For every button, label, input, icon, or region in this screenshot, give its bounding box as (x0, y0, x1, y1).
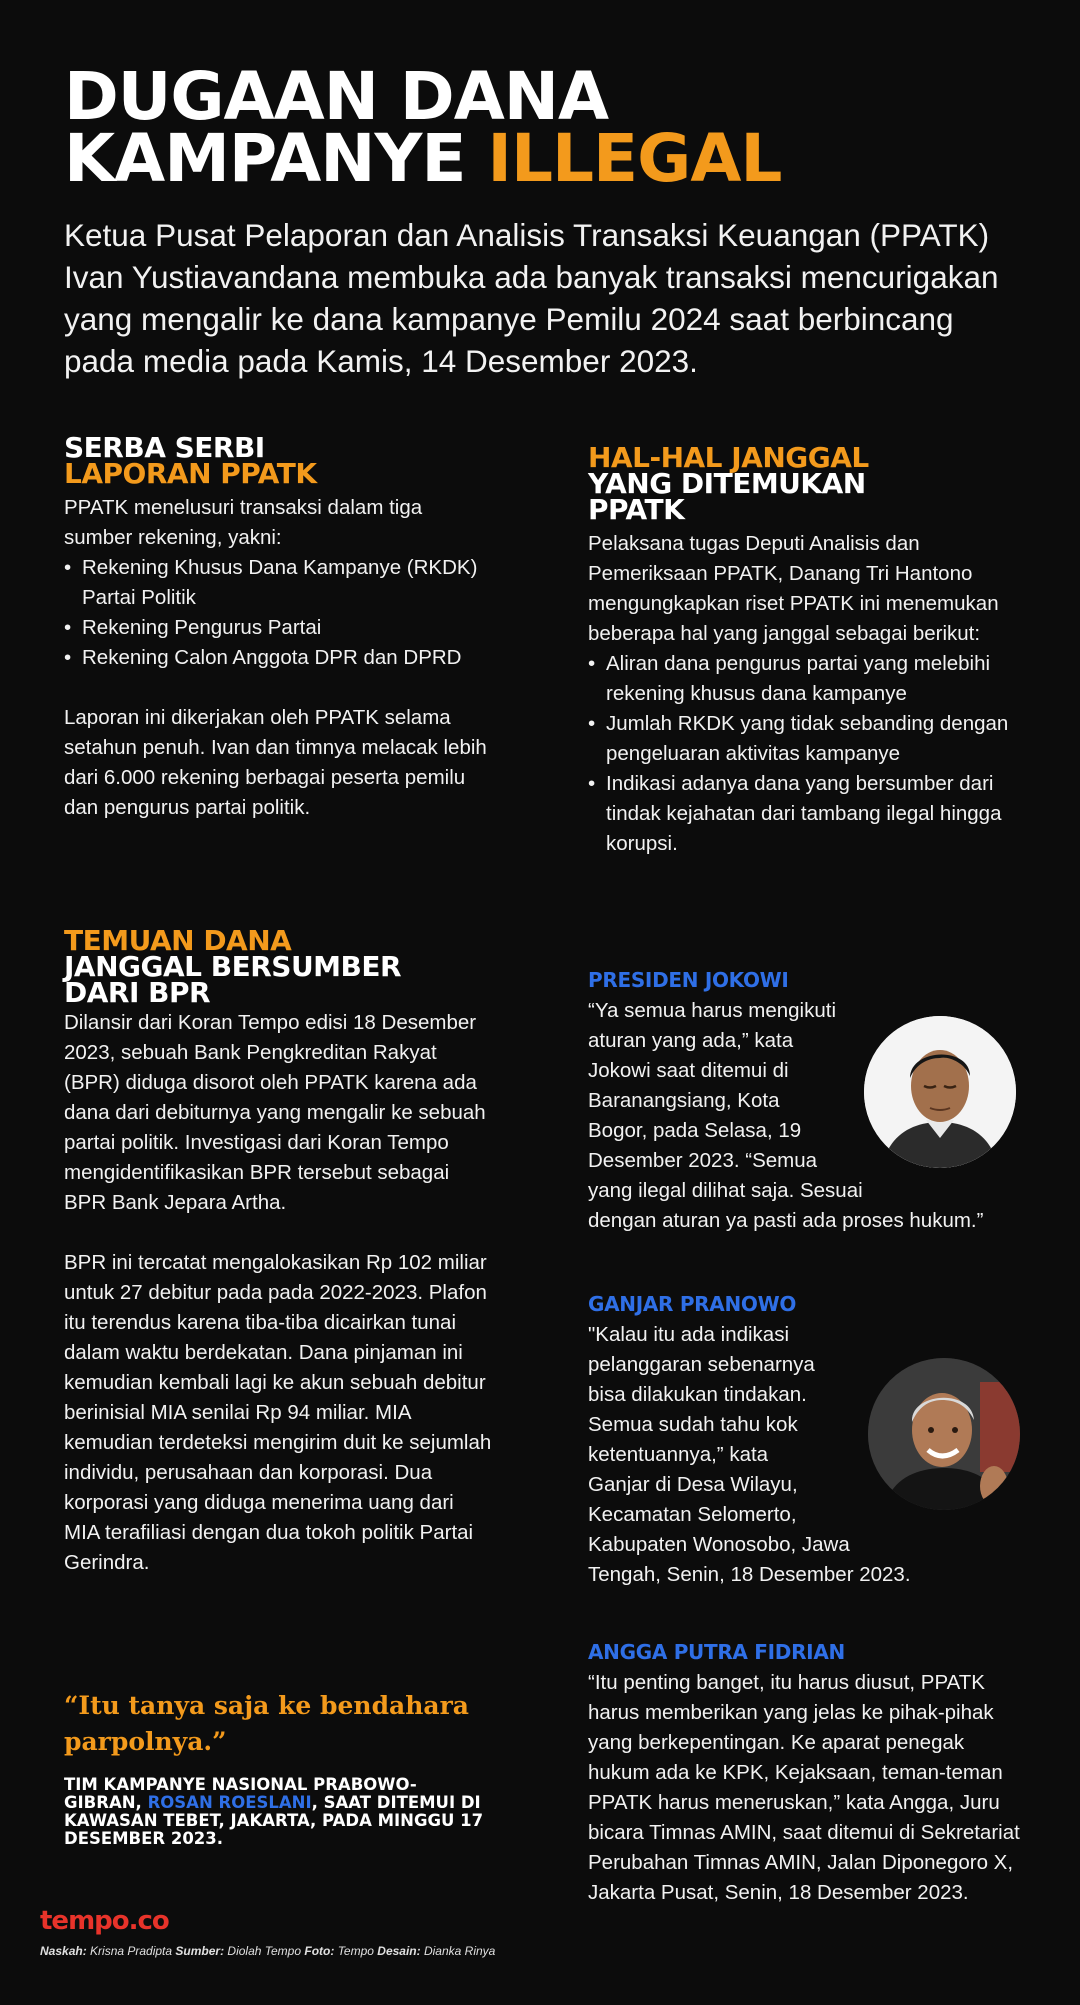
credit-value: Tempo (334, 1944, 378, 1958)
heading-line-accent: TEMUAN DANA (64, 924, 292, 957)
quote-line: Kecamatan Selomerto, (588, 1503, 797, 1526)
attribution-name: ROSAN ROESLANI (147, 1793, 312, 1812)
jokowi-portrait (864, 1016, 1016, 1168)
intro-paragraph: Ketua Pusat Pelaporan dan Analisis Transaksi Keuangan (PPATK) Ivan Yustiavandana membuka ada banyak transaksi mencurigakan yang mengalir ke dana kampanye Pemilu 2024 saat berbincang pada media pada Kamis, 14 Desember 2023. (64, 217, 999, 379)
page-title (64, 58, 782, 197)
quote-line: dengan aturan ya pasti ada proses hukum.” (588, 1209, 984, 1232)
janggal-list (588, 649, 1028, 859)
footer-credits (40, 1944, 495, 1958)
quote-line: “Ya semua harus mengikuti (588, 999, 837, 1022)
heading-line: PPATK (588, 493, 685, 526)
quote-line: aturan yang ada,” kata (588, 1029, 794, 1052)
serba-serbi-heading (64, 431, 494, 490)
temuan-section (64, 924, 494, 1578)
quote-line: Baranangsiang, Kota (588, 1089, 780, 1112)
temuan-heading (64, 924, 494, 1009)
list-item: • Jumlah RKDK yang tidak sebanding dengan pengeluaran aktivitas kampanye (588, 709, 1028, 769)
heading-line-accent: HAL-HAL JANGGAL (588, 441, 869, 474)
quote-line: ketentuannya,” kata (588, 1443, 769, 1466)
jokowi-portrait-image (864, 1016, 1016, 1168)
title-line1: DUGAAN DANA (64, 58, 609, 135)
title-line2a: KAMPANYE (64, 120, 488, 197)
credit-label: Naskah: (40, 1944, 87, 1958)
quote-line: Kabupaten Wonosobo, Jawa (588, 1533, 850, 1556)
heading-line-accent: LAPORAN PPATK (64, 457, 317, 490)
quote-line: pelanggaran sebenarnya (588, 1353, 815, 1376)
credit-label: Desain: (377, 1944, 421, 1958)
tkn-quote: “Itu tanya saja ke bendahara parpolnya.” (64, 1691, 469, 1756)
credit-label: Sumber: (175, 1944, 225, 1958)
angga-quote: “Itu penting banget, itu harus diusut, PPATK harus memberikan yang jelas ke pihak-pihak yang berkepentingan. Ke aparat penegak hukum ada ke KPK, Kejaksaan, teman-teman PPATK harus meneruskan,” kata Angga, Juru bicara Timnas AMIN, saat ditemui di Sekretariat Perubahan Timnas AMIN, Jalan Diponegoro X, Jakarta Pusat, Senin, 18 Desember 2023. (588, 1671, 1020, 1904)
quote-line: "Kalau itu ada indikasi (588, 1323, 790, 1346)
janggal-heading (588, 441, 1028, 526)
serba-serbi-section (64, 431, 494, 823)
credit-value: Diolah Tempo (224, 1944, 305, 1958)
heading-line: YANG DITEMUKAN (588, 467, 866, 500)
quote-line: yang ilegal dilihat saja. Sesuai (588, 1179, 863, 1202)
janggal-lead: Pelaksana tugas Deputi Analisis dan Pemeriksaan PPATK, Danang Tri Hantono mengungkapkan riset PPATK ini menemukan beberapa hal yang janggal sebagai berikut: (588, 532, 999, 645)
serba-serbi-lead: PPATK menelusuri transaksi dalam tiga sumber rekening, yakni: (64, 496, 423, 549)
list-item: • Rekening Calon Anggota DPR dan DPRD (64, 643, 494, 673)
quote-line: Semua sudah tahu kok (588, 1413, 798, 1436)
serba-serbi-paragraph: Laporan ini dikerjakan oleh PPATK selama setahun penuh. Ivan dan timnya melacak lebih dari 6.000 rekening berbagai peserta pemilu dan pengurus partai politik. (64, 706, 487, 819)
temuan-paragraph-1: Dilansir dari Koran Tempo edisi 18 Desember 2023, sebuah Bank Pengkreditan Rakyat (BPR) diduga disorot oleh PPATK karena ada dana dari debiturnya yang mengalir ke sebuah partai politik. Investigasi dari Koran Tempo mengidentifikasikan BPR tersebut sebagai BPR Bank Jepara Artha. (64, 1011, 486, 1214)
ganjar-name: GANJAR PRANOWO (588, 1292, 797, 1316)
angga-name: ANGGA PUTRA FIDRIAN (588, 1640, 845, 1664)
angga-quote-section (588, 1640, 1028, 1908)
credit-value: Krisna Pradipta (86, 1944, 176, 1958)
quote-line: bisa dilakukan tindakan. (588, 1383, 807, 1406)
quote-line: Desember 2023. “Semua (588, 1149, 818, 1172)
credit-value: Dianka Rinya (420, 1944, 496, 1958)
tkn-quote-section (64, 1688, 494, 1848)
ganjar-portrait-image (868, 1358, 1020, 1510)
list-item: • Aliran dana pengurus partai yang melebihi rekening khusus dana kampanye (588, 649, 1028, 709)
heading-line: DARI BPR (64, 976, 211, 1009)
heading-line: SERBA SERBI (64, 431, 265, 464)
credit-label: Foto: (304, 1944, 335, 1958)
tempo-logo: tempo.co (40, 1906, 169, 1936)
ganjar-portrait (868, 1358, 1020, 1510)
list-item: • Indikasi adanya dana yang bersumber dari tindak kejahatan dari tambang ilegal hingga korupsi. (588, 769, 1028, 859)
temuan-paragraph-2: BPR ini tercatat mengalokasikan Rp 102 miliar untuk 27 debitur pada pada 2022-2023. Plafon itu terendus karena tiba-tiba dicairkan tunai dalam waktu berdekatan. Dana pinjaman ini kemudian kembali lagi ke akun sebuah debitur berinisial MIA senilai Rp 94 miliar. MIA kemudian terdeteksi mengirim duit ke sejumlah individu, perusahaan dan korporasi. Dua korporasi yang diduga menerima uang dari MIA terafiliasi dengan dua tokoh politik Partai Gerindra. (64, 1251, 492, 1574)
tkn-quote-attribution (64, 1776, 494, 1848)
title-highlight: ILLEGAL (487, 120, 782, 197)
list-item: • Rekening Pengurus Partai (64, 613, 494, 643)
rekening-list (64, 553, 494, 673)
jokowi-name: PRESIDEN JOKOWI (588, 968, 789, 992)
quote-line: Tengah, Senin, 18 Desember 2023. (588, 1563, 911, 1586)
quote-line: Ganjar di Desa Wilayu, (588, 1473, 798, 1496)
heading-line: JANGGAL BERSUMBER (64, 950, 402, 983)
attribution-text: TIM KAMPANYE NASIONAL PRABOWO-GIBRAN, (64, 1775, 417, 1812)
quote-line: Bogor, pada Selasa, 19 (588, 1119, 802, 1142)
list-item: • Rekening Khusus Dana Kampanye (RKDK) Partai Politik (64, 553, 494, 613)
janggal-section (588, 441, 1028, 859)
quote-line: Jokowi saat ditemui di (588, 1059, 789, 1082)
attribution-text: , SAAT DITEMUI DI KAWASAN TEBET, JAKARTA, PADA MINGGU 17 DESEMBER 2023. (64, 1793, 484, 1848)
